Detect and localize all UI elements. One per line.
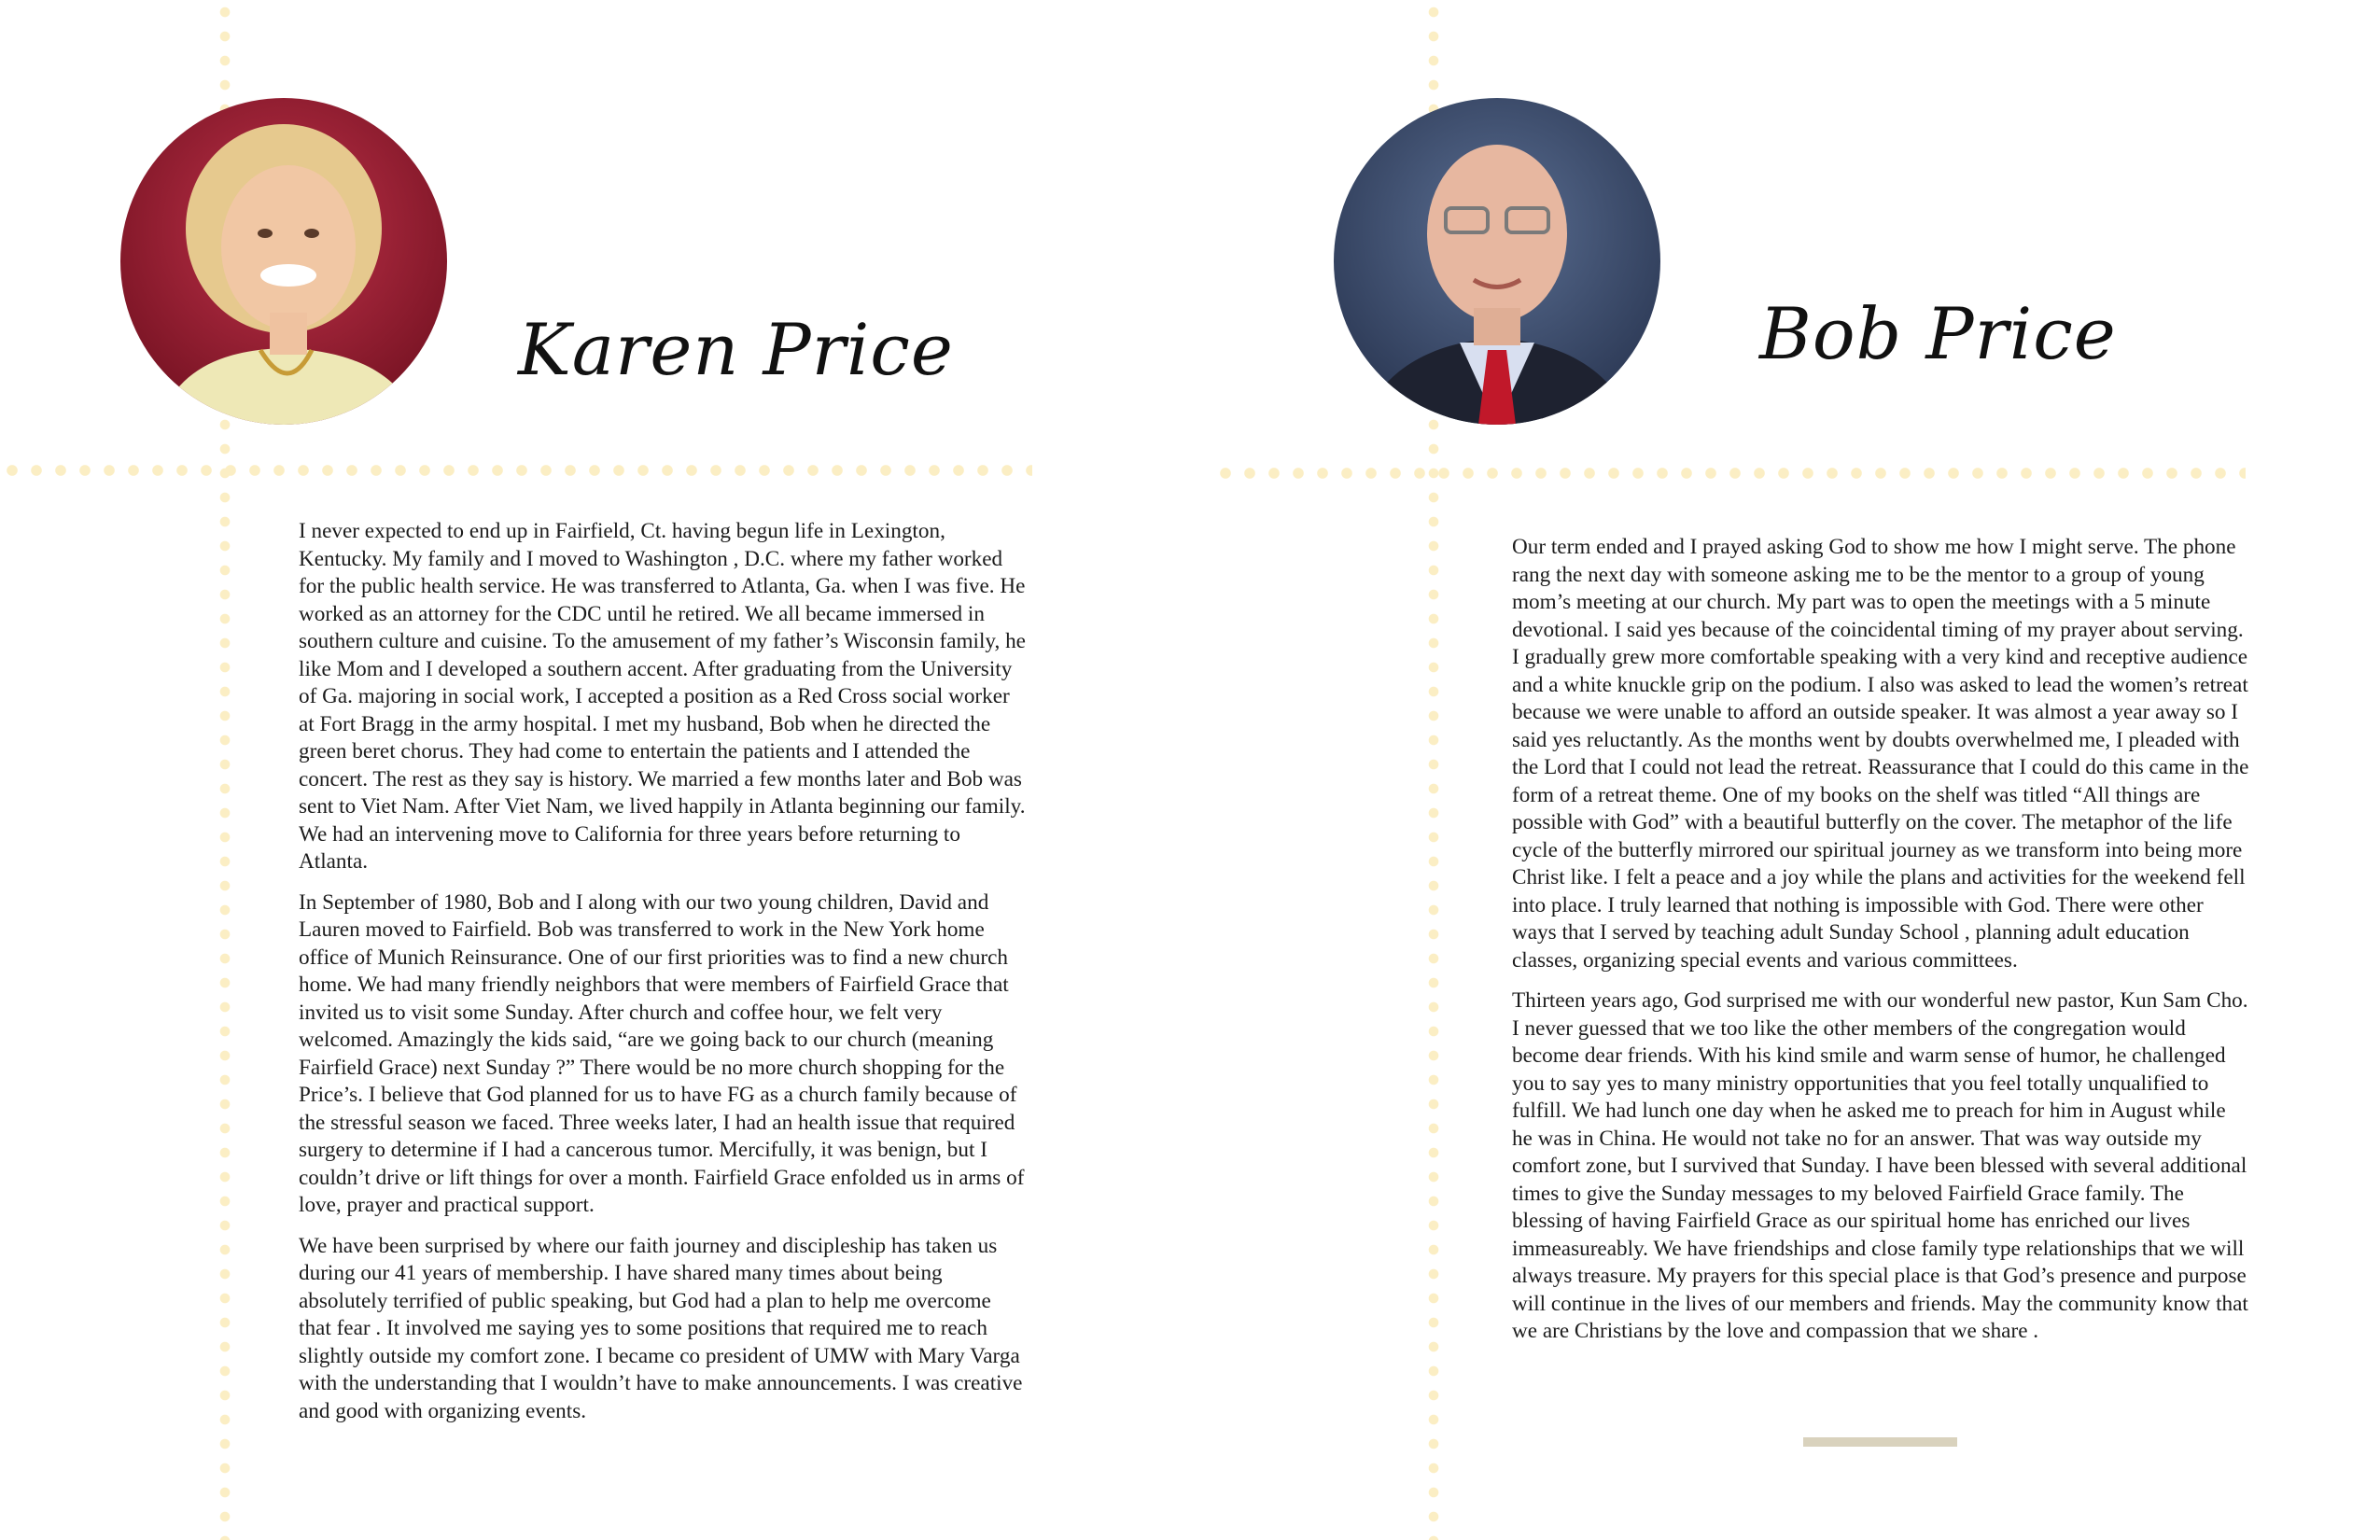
karen-text-column: [299, 518, 1027, 1438]
karen-paragraph-3: We have been surprised by where our faith journey and discipleship has taken us during our 41 years of membership. I have shared many times about being absolutely terrified of public speaking, but God had a plan to help me overcome that fear . It involved me saying yes to some positions that required me to reach slightly outside my comfort zone. I became co president of UMW with Mary Varga with the understanding that I wouldn’t have to make announcements. I was creative and good with organizing events.: [299, 1233, 1023, 1423]
karen-paragraph-2: In September of 1980, Bob and I along with our two young children, David and Lauren moved to Fairfield. Bob was transferred to work in the New York home office of Munich Reinsurance. One of our first priorities was to find a new church home. We had many friendly neighbors that were members of Fairfield Grace that invited us to visit some Sunday. After church and coffee hour, we felt very welcomed. Amazingly the kids said, “are we going back to our church (meaning Fairfield Grace) next Sunday ?” There would be no more church shopping for the Price’s. I believe that God planned for us to have FG as a church family because of the stressful season we faced. Three weeks later, I had an health issue that required surgery to determine if I had a cancerous tumor. Mercifully, it was benign, but I couldn’t drive or lift things for over a month. Fairfield Grace enfolded us in arms of love, prayer and practical support.: [299, 889, 1025, 1217]
bob-portrait: [1334, 98, 1660, 425]
bob-paragraph-1: Our term ended and I prayed asking God to show me how I might serve. The phone rang the next day with someone asking me to be the mentor to a group of young mom’s meeting at our church. My part was to open the meetings with a 5 minute devotional. I said yes because of the coincidental timing of my prayer about serving. I gradually grew more comfortable speaking with a very kind and receptive audience and a white knuckle grip on the podium. I also was asked to lead the women’s retreat because we were unable to afford an outside speaker. It was almost a year away so I said yes reluctantly. As the months went by doubts overwhelmed me, I pleaded with the Lord that I could not lead the retreat. Reassurance that I could do this came in the form of a retreat theme. One of my books on the shelf was titled “All things are possible with God” with a beautiful butterfly on the cover. The metaphor of the life cycle of the butterfly mirrored our spiritual journey as we transform into being more Christ like. I felt a peace and a joy while the plans and activities for the weekend fell into place. I truly learned that nothing is impossible with God. There were other ways that I served by teaching adult Sunday School , planning adult education classes, organizing special events and various committees.: [1512, 535, 2249, 973]
karen-photo-illustration: [120, 98, 447, 425]
bob-name-heading: Bob Price: [1759, 292, 2117, 375]
karen-paragraph-1: I never expected to end up in Fairfield, Ct. having begun life in Lexington, Kentucky. My family and I moved to Washington , D.C. where my father worked for the public health service. He was transferred to Atlanta, Ga. when I was five. He worked as an attorney for the CDC until he retired. We all became immersed in southern culture and cuisine. To the amusement of my father’s Wisconsin family, he like Mom and I developed a southern accent. After graduating from the University of Ga. majoring in social work, I accepted a position as a Red Cross social worker at Fort Bragg in the army hospital. I met my husband, Bob when he directed the green beret chorus. They had come to entertain the patients and I attended the concert. The rest as they say is history. We married a few months later and Bob was sent to Viet Nam. After Viet Nam, we lived happily in Atlanta beginning our family. We had an intervening move to California for three years before returning to Atlanta.: [299, 519, 1026, 874]
bob-text-column: [1512, 534, 2249, 1359]
end-divider: [1803, 1437, 1957, 1447]
left-horizontal-dot-line: [0, 464, 1032, 477]
bob-photo-illustration: [1334, 98, 1660, 425]
right-horizontal-dot-line: [1213, 467, 2246, 480]
karen-portrait: [120, 98, 447, 425]
bob-paragraph-2: Thirteen years ago, God surprised me with our wonderful new pastor, Kun Sam Cho. I never guessed that we too like the other members of the congregation would become dear friends. With his kind smile and warm sense of humor, he challenged you to say yes to many ministry opportunities that you feel totally unqualified to fulfill. We had lunch one day when he asked me to preach for him in August while he was in China. He would not take no for an answer. That was way outside my comfort zone, but I survived that Sunday. I have been blessed with several additional times to give the Sunday messages to my beloved Fairfield Grace family. The blessing of having Fairfield Grace as our spiritual home has enriched our lives immeasureably. We have friendships and close family type relationships that we will always treasure. My prayers for this special place is that God’s presence and purpose will continue in the lives of our members and friends. May the community know that we are Christians by the love and compassion that we share .: [1512, 988, 2248, 1343]
karen-name-heading: Karen Price: [518, 308, 954, 391]
